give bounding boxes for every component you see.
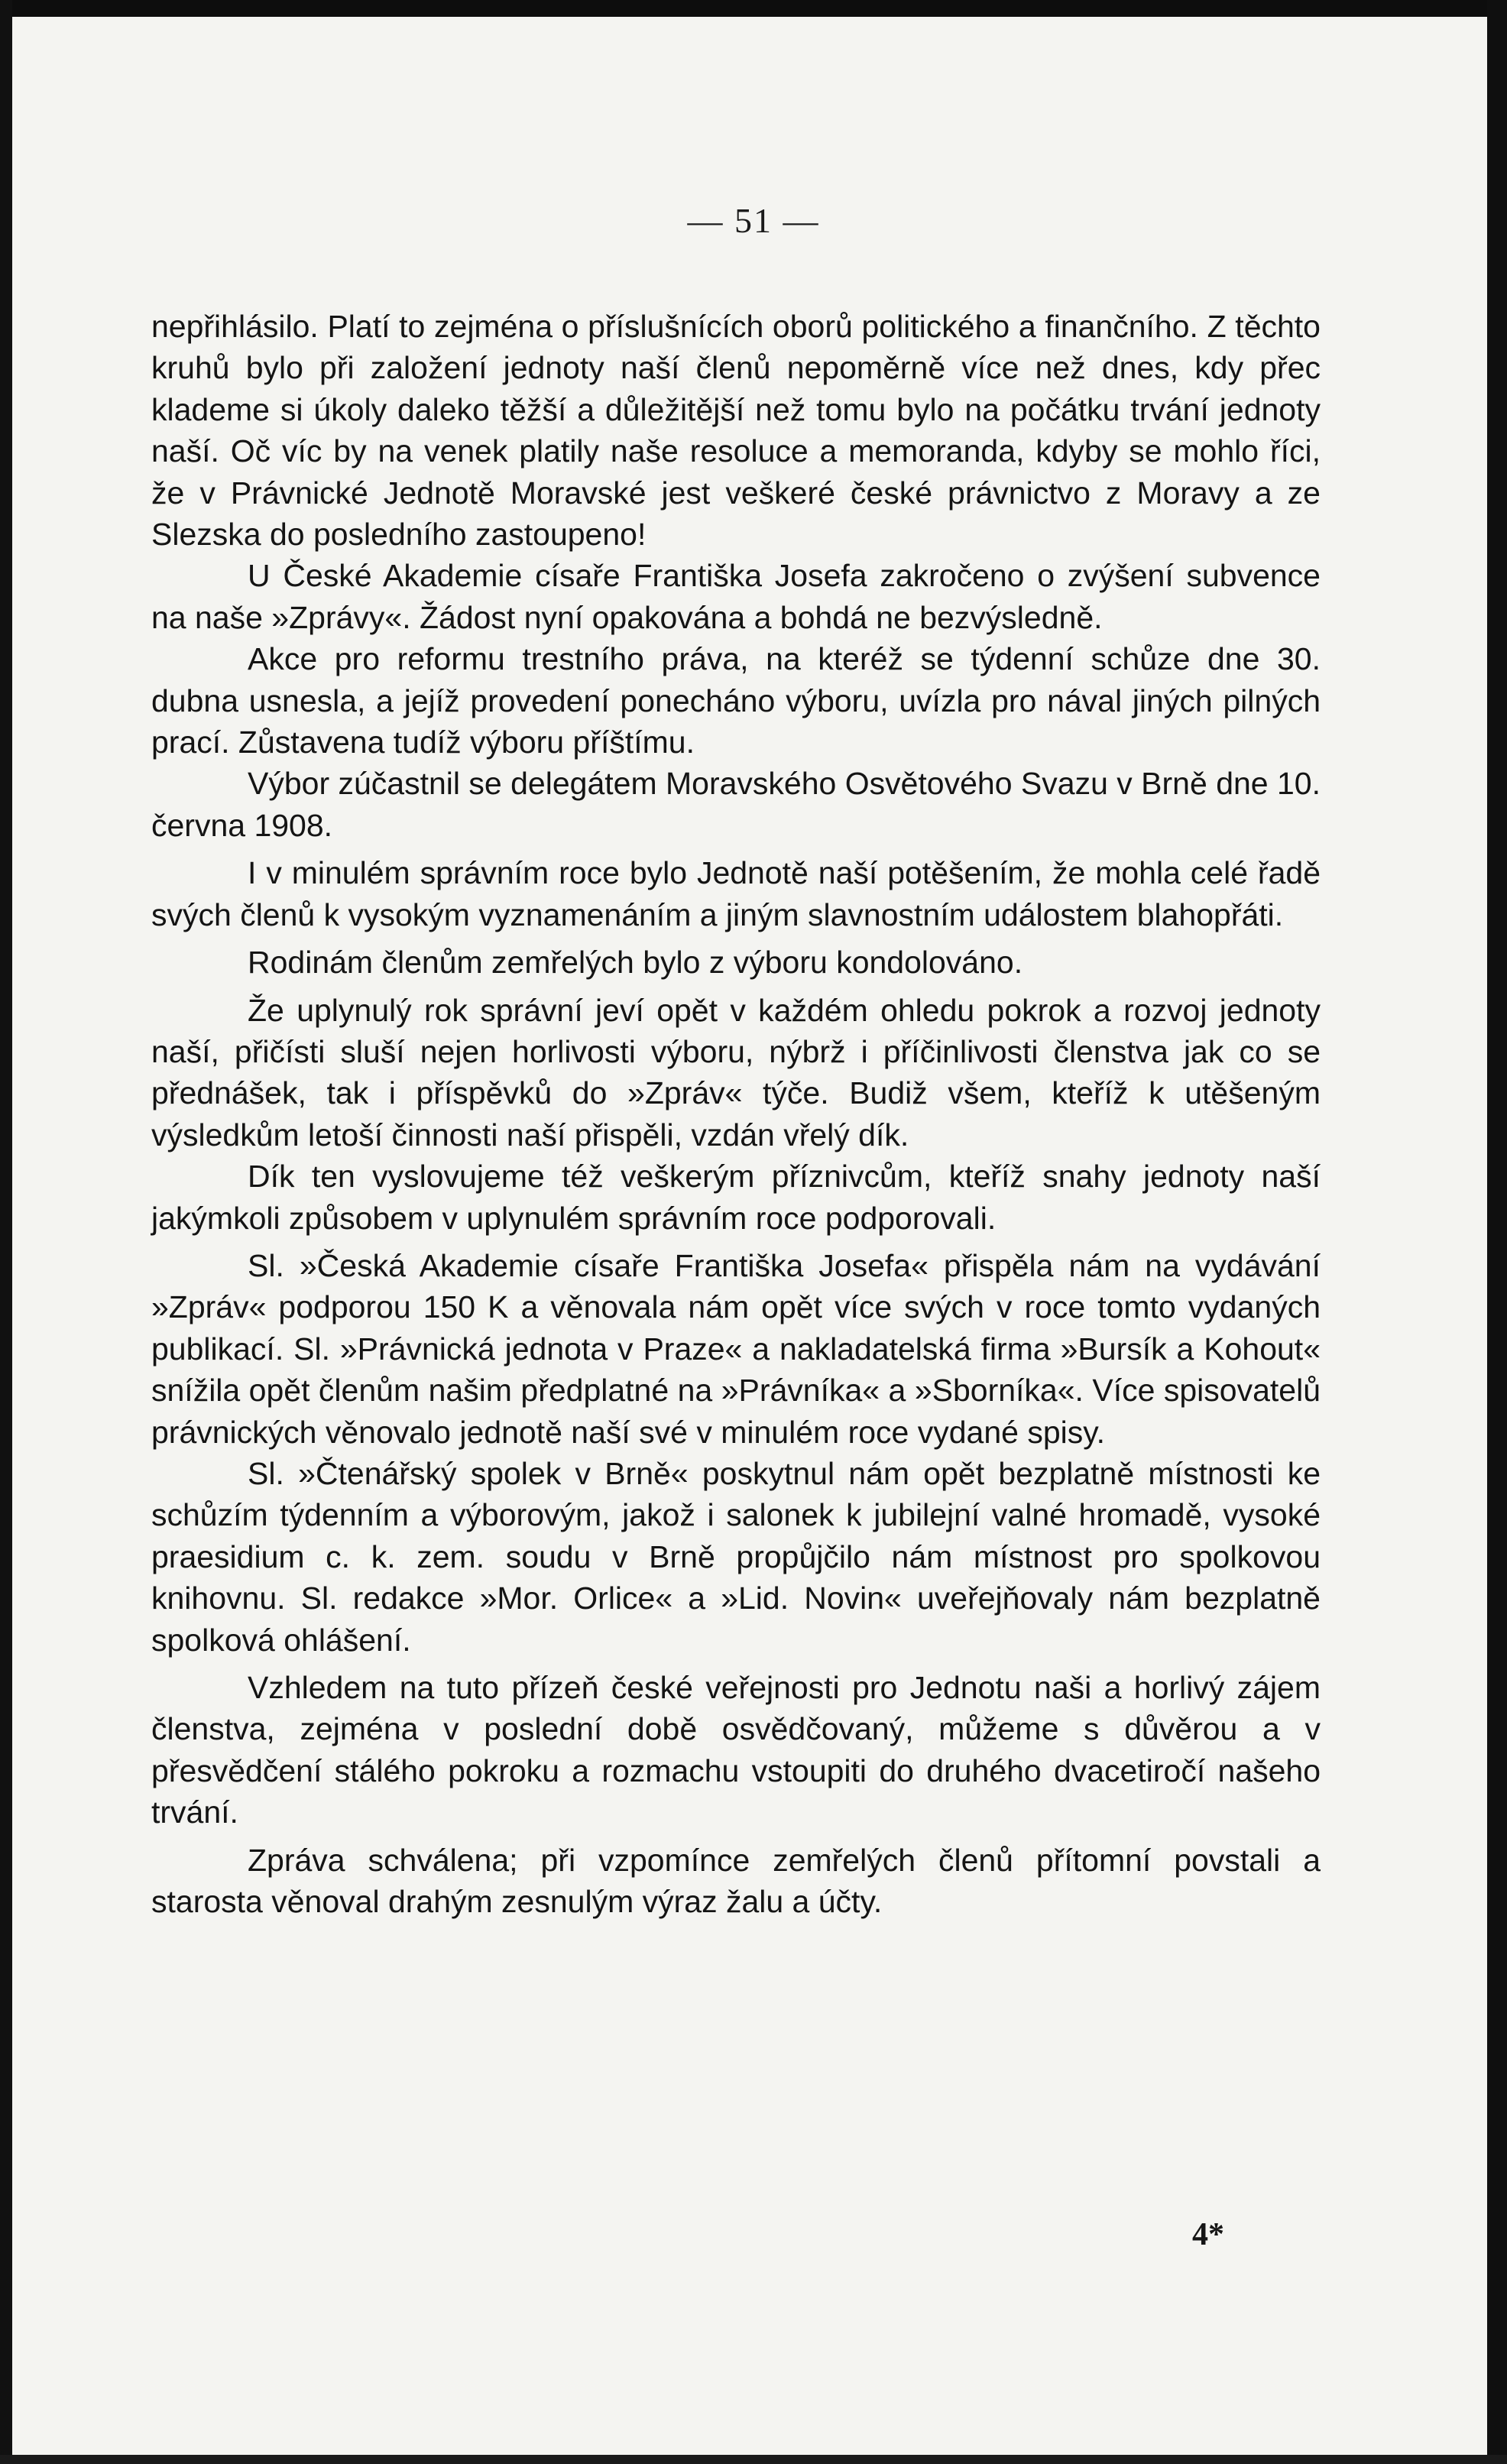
paragraph-5: I v minulém správním roce bylo Jednotě naší potěšením, že mohla celé řadě svých členů k vysokým vyznamenáním a jiným slavnostním událostem blahopřáti. [151,855,1321,932]
scan-border-right [1487,0,1507,2464]
body-text [151,306,1321,1922]
paragraph-6: Rodinám členům zemřelých bylo z výboru kondolováno. [248,945,1023,981]
paragraph-11: Vzhledem na tuto přízeň české veřejnosti pro Jednotu naši a horlivý zájem členstva, zejména v poslední době osvědčovaný, můžeme s důvěrou a v přesvědčení stálého pokroku a rozmachu vstoupiti do druhého dvacetiročí našeho trvání. [151,1670,1321,1830]
paragraph-1: nepřihlásilo. Platí to zejména o příslušnících oborů politického a finančního. Z těchto kruhů bylo při založení jednoty naší členů nepoměrně více než dnes, kdy přec klademe si úkoly daleko těžší a důležitější než tomu bylo na počátku trvání jednoty naší. Oč víc by na venek platily naše resoluce a memoranda, kdyby se mohlo říci, že v Právnické Jednotě Moravské jest veškeré české právnictvo z Moravy a ze Slezska do posledního zastoupeno! [151,309,1321,553]
paragraph-7: Že uplynulý rok správní jeví opět v každém ohledu pokrok a rozvoj jednoty naší, přičísti sluší nejen horlivosti výboru, nýbrž i příčinlivosti členstva jak co se přednášek, tak i příspěvků do »Zpráv« týče. Budiž všem, kteříž k utěšeným výsledkům letoší činnosti naší přispěli, vzdán vřelý dík. [151,992,1321,1153]
paragraph-3: Akce pro reformu trestního práva, na kteréž se týdenní schůze dne 30. dubna usnesla, a jejíž provedení ponecháno výboru, uvízla pro nával jiných pilných prací. Zůstavena tudíž výboru příštímu. [151,641,1321,760]
paragraph-2: U České Akademie císaře Františka Josefa zakročeno o zvýšení subvence na naše »Zprávy«. Žádost nyní opakována a bohdá ne bezvýsledně. [151,558,1321,635]
scan-border-left [0,0,12,2464]
paragraph-10: Sl. »Čtenářský spolek v Brně« poskytnul nám opět bezplatně místnosti ke schůzím týdenním a výborovým, jakož i salonek k jubilejní valné hromadě, vysoké praesidium c. k. zem. soudu v Brně propůjčilo nám místnost pro spolkovou knihovnu. Sl. redakce »Mor. Orlice« a »Lid. Novin« uveřejňovaly nám bezplatně spolková ohlášení. [151,1455,1321,1658]
signature-mark: 4* [1192,2217,1224,2252]
paragraph-12: Zpráva schválena; při vzpomínce zemřelých členů přítomní povstali a starosta věnoval drahým zesnulým výraz žalu a účty. [151,1842,1321,1920]
paragraph-4: Výbor zúčastnil se delegátem Moravského Osvětového Svazu v Brně dne 10. června 1908. [151,766,1321,843]
scan-border-bottom [0,2455,1507,2464]
scan-border-top [0,0,1507,17]
paragraph-8: Dík ten vyslovujeme též veškerým příznivcům, kteříž snahy jednoty naší jakýmkoli způsobem v uplynulém správním roce podporovali. [151,1159,1321,1236]
page-number: — 51 — [687,201,820,240]
paragraph-9: Sl. »Česká Akademie císaře Františka Josefa« přispěla nám na vydávání »Zpráv« podporou 150 K a věnovala nám opět více svých v roce tomto vydaných publikací. Sl. »Právnická jednota v Praze« a nakladatelská firma »Bursík a Kohout« snížila opět členům našim předplatné na »Právníka« a »Sborníka«. Více spisovatelů právnických věnovalo jednotě naší své v minulém roce vydané spisy. [151,1247,1321,1450]
